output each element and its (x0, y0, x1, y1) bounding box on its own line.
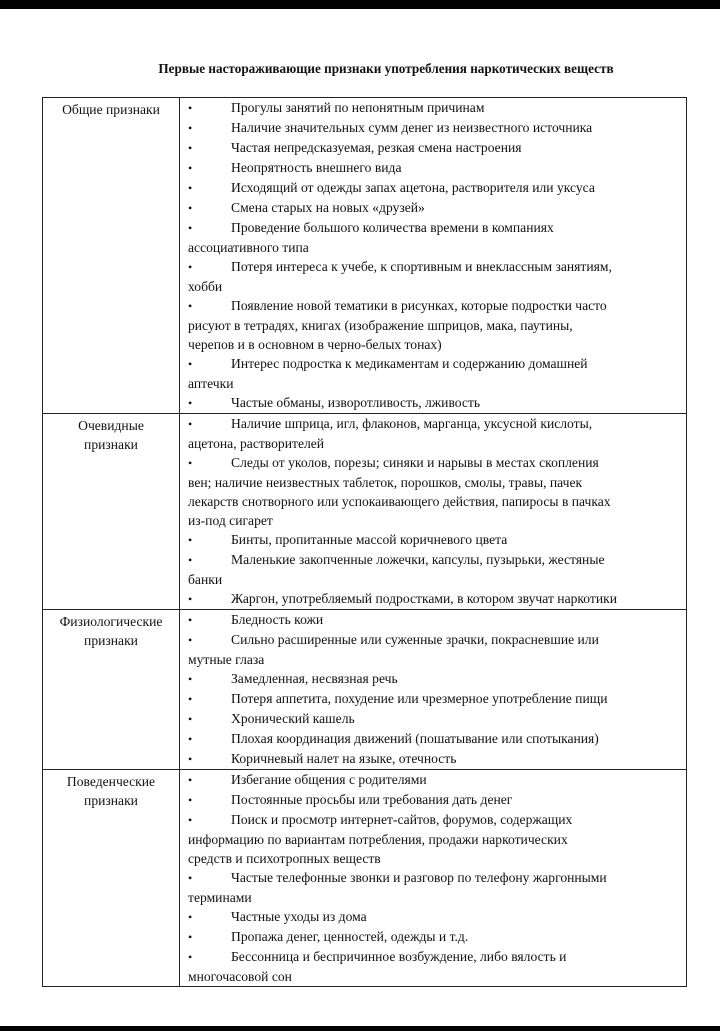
list-item-text: Коричневый налет на языке, отечность (231, 751, 457, 766)
bullet-icon: • (188, 221, 193, 235)
bullet-icon: • (188, 773, 193, 787)
list-item (188, 453, 686, 530)
list-item-text: средств и психотропных веществ (188, 851, 381, 866)
bullet-icon: • (188, 672, 193, 686)
list-item (188, 810, 686, 868)
category-label: Очевидные (78, 418, 144, 433)
list-item (188, 393, 686, 413)
category-cell (43, 610, 180, 770)
bullet-icon: • (188, 930, 193, 944)
bullet-icon: • (188, 121, 193, 135)
list-item-text: Хронический кашель (231, 711, 355, 726)
list-item (188, 669, 686, 689)
list-item-text: Бессонница и беспричинное возбуждение, либо вялость и (231, 949, 567, 964)
bullet-icon: • (188, 592, 193, 606)
list-item-text: Частые телефонные звонки и разговор по телефону жаргонными (231, 870, 607, 885)
list-item (188, 118, 686, 138)
list-item (188, 630, 686, 669)
list-item-text: Маленькие закопченные ложечки, капсулы, пузырьки, жестяные (231, 552, 605, 567)
list-item-text: Бледность кожи (231, 612, 324, 627)
list-item (188, 98, 686, 118)
list-item-text: Частные уходы из дома (231, 909, 367, 924)
items-cell (180, 770, 687, 987)
list-item (188, 770, 686, 790)
list-item (188, 868, 686, 907)
bullet-icon: • (188, 357, 193, 371)
table-row-physiological-signs (43, 610, 687, 770)
list-item-text: Потеря аппетита, похудение или чрезмерное употребление пищи (231, 691, 608, 706)
bullet-icon: • (188, 181, 193, 195)
list-item-text: мутные глаза (188, 652, 265, 667)
list-item-text: вен; наличие неизвестных таблеток, порошков, смолы, травы, пачек (188, 475, 583, 490)
list-item-text: Пропажа денег, ценностей, одежды и т.д. (231, 929, 469, 944)
bullet-icon: • (188, 793, 193, 807)
bullet-icon: • (188, 910, 193, 924)
bullet-icon: • (188, 950, 193, 964)
list-item (188, 749, 686, 769)
category-cell (43, 770, 180, 987)
list-item-text: Следы от уколов, порезы; синяки и нарывы в местах скопления (231, 455, 599, 470)
bullet-icon: • (188, 396, 193, 410)
category-cell (43, 98, 180, 414)
list-item-text: терминами (188, 890, 252, 905)
list-item-text: банки (188, 572, 223, 587)
list-item-text: черепов и в основном в черно-белых тонах) (188, 337, 442, 352)
table-row-behavioral-signs (43, 770, 687, 987)
list-item-text: Сильно расширенные или суженные зрачки, покрасневшие или (231, 632, 599, 647)
list-item-text: Поиск и просмотр интернет-сайтов, форумов, содержащих (231, 812, 573, 827)
bullet-icon: • (188, 101, 193, 115)
list-item (188, 178, 686, 198)
list-item-text: Неопрятность внешнего вида (231, 160, 402, 175)
table-row-obvious-signs (43, 414, 687, 610)
bullet-icon: • (188, 712, 193, 726)
bullet-icon: • (188, 141, 193, 155)
list-item (188, 158, 686, 178)
list-item-text: Бинты, пропитанные массой коричневого цвета (231, 532, 508, 547)
bullet-icon: • (188, 299, 193, 313)
document-title: Первые настораживающие признаки употребления наркотических веществ (158, 61, 614, 76)
category-label: Общие признаки (62, 102, 160, 117)
list-item (188, 354, 686, 393)
list-item-text: информацию по вариантам потребления, продажи наркотических (188, 832, 568, 847)
bullet-icon: • (188, 752, 193, 766)
list-item-text: многочасовой сон (188, 969, 292, 984)
bullet-icon: • (188, 456, 193, 470)
list-item-text: Замедленная, несвязная речь (231, 671, 398, 686)
bullet-icon: • (188, 633, 193, 647)
list-item-text: ацетона, растворителей (188, 436, 325, 451)
list-item-text: Частая непредсказуемая, резкая смена настроения (231, 140, 522, 155)
list-item-text: Плохая координация движений (пошатывание или спотыкания) (231, 731, 599, 746)
list-item-text: Частые обманы, изворотливость, лживость (231, 395, 481, 410)
list-item (188, 589, 686, 609)
list-item-text: Жаргон, употребляемый подростками, в котором звучат наркотики (231, 591, 618, 606)
list-item-text: рисуют в тетрадях, книгах (изображение шприцов, мака, паутины, (188, 318, 573, 333)
list-item (188, 689, 686, 709)
list-item (188, 550, 686, 589)
list-item (188, 296, 686, 354)
items-cell (180, 414, 687, 610)
list-item-text: Потеря интереса к учебе, к спортивным и внеклассным занятиям, (231, 259, 612, 274)
list-item (188, 947, 686, 986)
category-label: признаки (84, 793, 138, 808)
bullet-icon: • (188, 417, 193, 431)
list-item-text: Наличие значительных сумм денег из неизвестного источника (231, 120, 593, 135)
list-item-text: Проведение большого количества времени в компаниях (231, 220, 554, 235)
list-item (188, 610, 686, 630)
list-item-text: Постоянные просьбы или требования дать денег (231, 792, 513, 807)
items-cell (180, 610, 687, 770)
list-item-text: Исходящий от одежды запах ацетона, растворителя или уксуса (231, 180, 595, 195)
list-item-text: из-под сигарет (188, 513, 273, 528)
top-edge-bar (0, 0, 720, 9)
list-item-text: Смена старых на новых «друзей» (231, 200, 425, 215)
category-cell (43, 414, 180, 610)
list-item (188, 530, 686, 550)
list-item (188, 790, 686, 810)
list-item (188, 138, 686, 158)
list-item-text: Появление новой тематики в рисунках, которые подростки часто (231, 298, 607, 313)
bullet-icon: • (188, 692, 193, 706)
bullet-icon: • (188, 201, 193, 215)
list-item-text: ассоциативного типа (188, 240, 309, 255)
list-item-text: хобби (188, 279, 223, 294)
list-item (188, 198, 686, 218)
bullet-icon: • (188, 871, 193, 885)
list-item-text: Прогулы занятий по непонятным причинам (231, 100, 485, 115)
category-label: признаки (84, 633, 138, 648)
list-item (188, 709, 686, 729)
bullet-icon: • (188, 533, 193, 547)
bullet-icon: • (188, 161, 193, 175)
bottom-edge-bar (0, 1026, 720, 1031)
list-item (188, 729, 686, 749)
signs-table (42, 97, 687, 987)
bullet-icon: • (188, 260, 193, 274)
bullet-icon: • (188, 613, 193, 627)
list-item (188, 907, 686, 927)
category-label: признаки (84, 437, 138, 452)
list-item-text: Наличие шприца, игл, флаконов, марганца, уксусной кислоты, (231, 416, 593, 431)
list-item (188, 414, 686, 453)
list-item-text: Избегание общения с родителями (231, 772, 427, 787)
list-item-text: лекарств снотворного или успокаивающего действия, папиросы в пачках (188, 494, 611, 509)
items-cell (180, 98, 687, 414)
category-label: Физиологические (59, 614, 163, 629)
list-item (188, 257, 686, 296)
bullet-icon: • (188, 553, 193, 567)
list-item-text: Интерес подростка к медикаментам и содержанию домашней (231, 356, 588, 371)
category-label: Поведенческие (66, 774, 156, 789)
table-row-general-signs (43, 98, 687, 414)
list-item-text: аптечки (188, 376, 234, 391)
bullet-icon: • (188, 732, 193, 746)
list-item (188, 927, 686, 947)
bullet-icon: • (188, 813, 193, 827)
list-item (188, 218, 686, 257)
